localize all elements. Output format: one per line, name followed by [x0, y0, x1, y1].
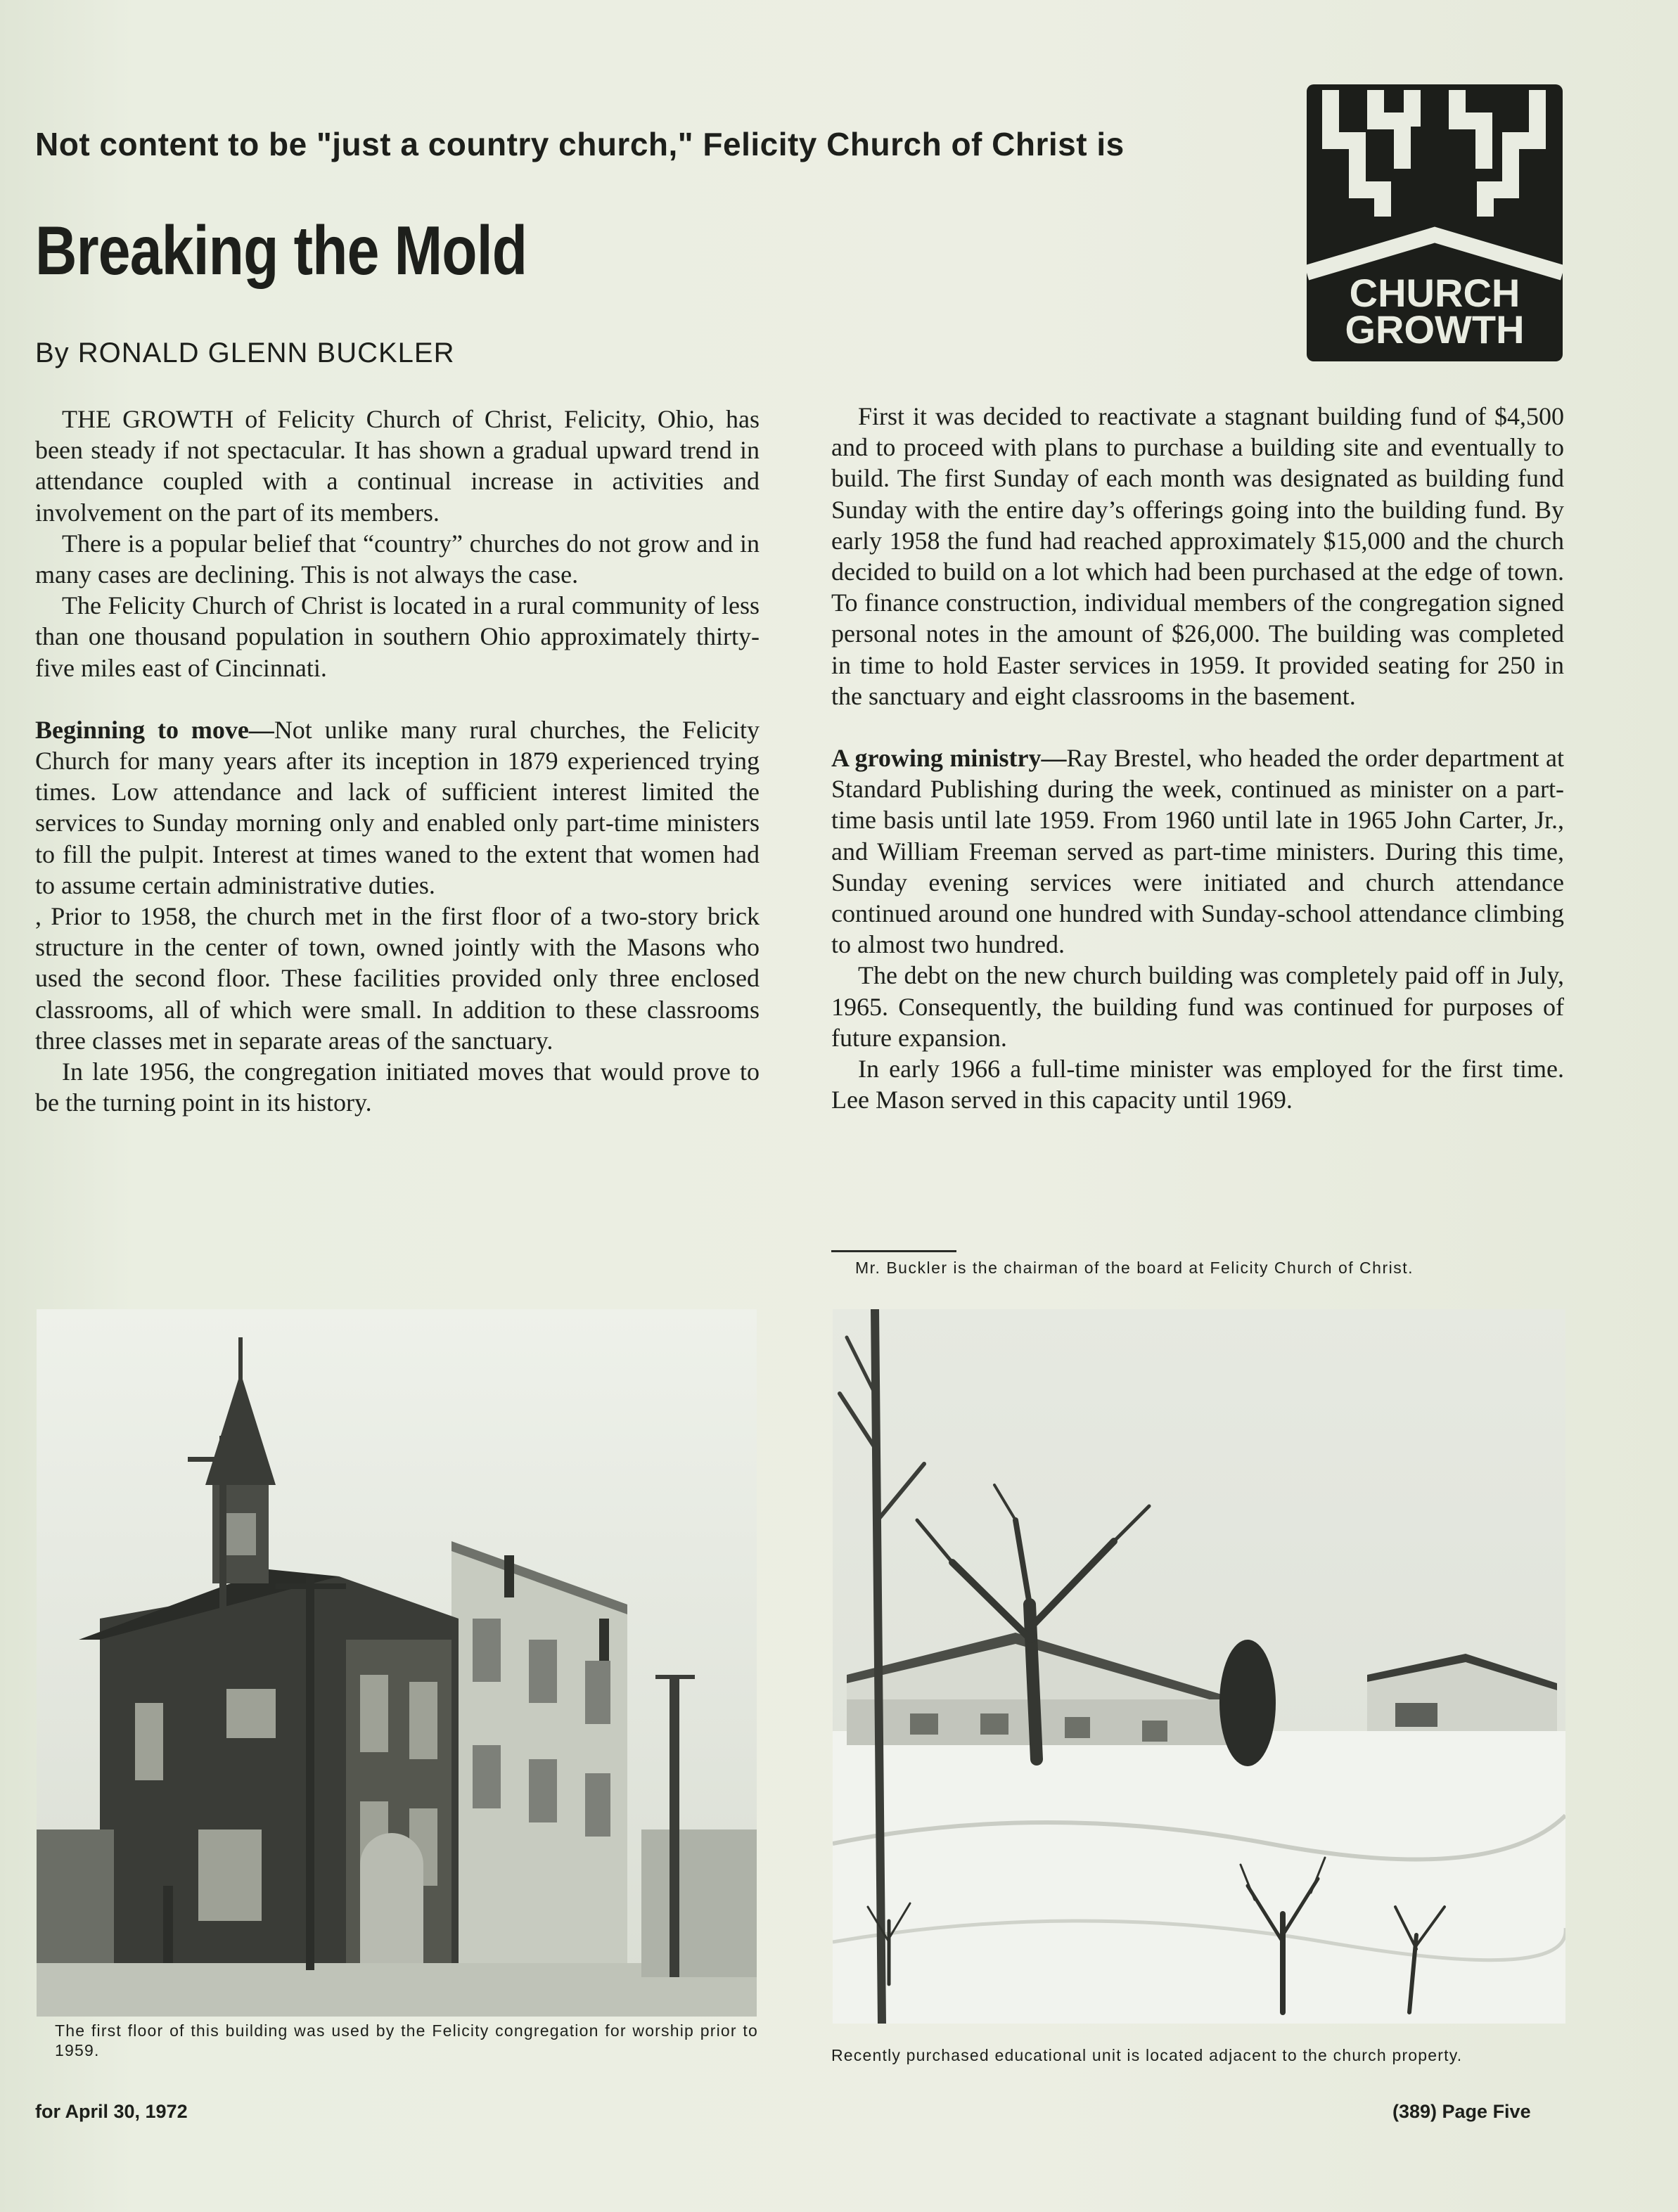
- paragraph: The Felicity Church of Christ is located in a rural community of less than one thousand population in southern Ohio approximately thirty-five miles east of Cincinnati.: [35, 591, 760, 682]
- paragraph: There is a popular belief that “country” churches do not grow and in many cases are declining. This is not always the case.: [35, 529, 760, 589]
- paragraph: [831, 742, 1564, 960]
- footnote-rule: [831, 1250, 956, 1252]
- kicker: Not content to be "just a country church," Felicity Church of Christ is: [35, 126, 1125, 162]
- section-heading: Beginning to move—: [35, 715, 274, 744]
- paragraph: THE GROWTH of Felicity Church of Christ, Felicity, Ohio, has been steady if not spectacular. It has shown a gradual upward trend in attendance coupled with a continual increase in activities and involvement on the part of its members.: [35, 405, 760, 527]
- headline: Breaking the Mold: [35, 212, 527, 289]
- paragraph: In early 1966 a full-time minister was employed for the first time. Lee Mason served in this capacity until 1969.: [831, 1055, 1564, 1114]
- paragraph: First it was decided to reactivate a stagnant building fund of $4,500 and to proceed with plans to purchase a building site and eventually to build. The first Sunday of each month was designated as building fund Sunday with the entire day’s offerings going into the building fund. By early 1958 the fund had reached approximately $15,000 and the church decided to build on a lot which had been purchased at the edge of town. To finance construction, individual members of the congregation signed personal notes in the amount of $26,000. The building was completed in time to hold Easter services in 1959. It provided seating for 250 in the sanctuary and eight classrooms in the basement.: [831, 402, 1564, 710]
- photo-caption-left: The first floor of this building was used by the Felicity congregation for worship prior to 1959.: [55, 2021, 758, 2059]
- educational-unit-photo: [833, 1309, 1565, 2024]
- section-body: Ray Brestel, who headed the order department at Standard Publishing during the week, continued as minister on a part-time basis until late 1959. From 1960 until late in 1965 John Carter, Jr., and William Freeman served as part-time ministers. During this time, Sunday evening services were initiated and church attendance continued around one hundred with Sunday-school attendance climbing to almost two hundred.: [831, 744, 1564, 959]
- logo-line2: GROWTH: [1345, 307, 1525, 352]
- paragraph: In late 1956, the congregation initiated moves that would prove to be the turning point in its history.: [35, 1057, 760, 1117]
- section-body: Not unlike many rural churches, the Felicity Church for many years after its inception in 1879 experienced trying times. Low attendance and lack of sufficient interest limited the services to Sunday morning only and enabled only part-time ministers to fill the pulpit. Interest at times waned to the extent that women had to assume certain administrative duties.: [35, 715, 760, 899]
- section-heading: A growing ministry—: [831, 744, 1067, 773]
- left-column: [35, 404, 760, 1118]
- logo-line1: CHURCH: [1349, 271, 1520, 315]
- photo-caption-right: Recently purchased educational unit is located adjacent to the church property.: [831, 2046, 1463, 2064]
- issue-date: for April 30, 1972: [35, 2101, 188, 2122]
- church-growth-logo-icon: [1307, 84, 1563, 361]
- paragraph: The debt on the new church building was completely paid off in July, 1965. Consequently, the building fund was continued for purposes of future expansion.: [831, 961, 1564, 1052]
- building-photo: [37, 1309, 757, 2017]
- right-column: [831, 401, 1564, 1115]
- page-number: (389) Page Five: [1392, 2101, 1531, 2122]
- paragraph: , Prior to 1958, the church met in the first floor of a two-story brick structure in the center of town, owned jointly with the Masons who used the second floor. These facilities provided only three enclosed classrooms, all of which were small. In addition to these classrooms three classes met in separate areas of the sanctuary.: [35, 902, 760, 1055]
- paragraph: [35, 714, 760, 901]
- byline: By RONALD GLENN BUCKLER: [35, 337, 455, 368]
- author-footnote: Mr. Buckler is the chairman of the board at Felicity Church of Christ.: [855, 1259, 1414, 1277]
